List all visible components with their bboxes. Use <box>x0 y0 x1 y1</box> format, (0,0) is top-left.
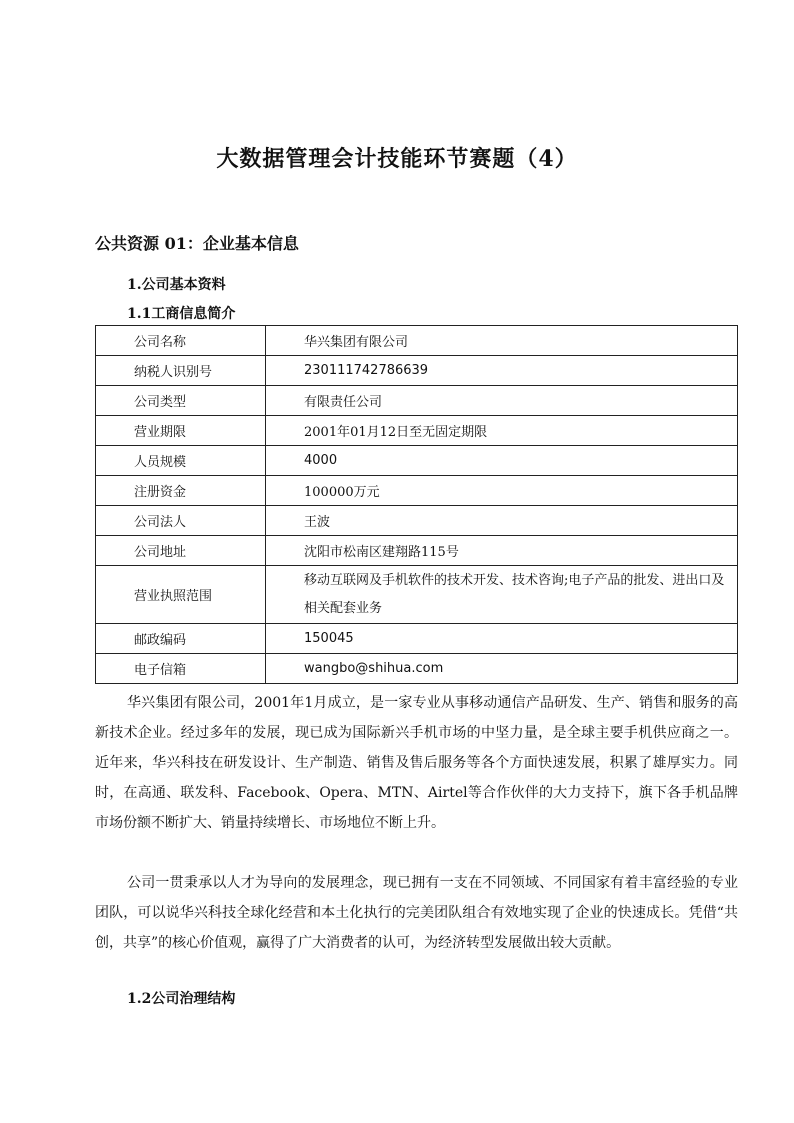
table-row <box>96 356 738 386</box>
row-label: 纳税人识别号 <box>96 356 266 386</box>
subheading-business-info: 1.1工商信息简介 <box>127 306 236 322</box>
row-label: 公司地址 <box>96 536 266 566</box>
business-scope-text: 移动互联网及手机软件的技术开发、技术咨询;电子产品的批发、进出口及相关配套业务 <box>304 572 725 616</box>
table-row <box>96 624 738 654</box>
company-intro-paragraph: 华兴集团有限公司，2001年1月成立，是一家专业从事移动通信产品研发、生产、销售和服务的高新技术企业。经过多年的发展，现已成为国际新兴手机市场的中坚力量，是全球主要手机供应商之一。近年来，华兴科技在研发设计、生产制造、销售及售后服务等各个方面快速发展，积累了雄厚实力。同时，在高通、联发科、Facebook、Opera、MTN、Airtel等合作伙伴的大力支持下，旗下各手机品牌市场份额不断扩大、销量持续增长、市场地位不断上升。 <box>95 695 738 831</box>
row-label: 营业期限 <box>96 416 266 446</box>
row-value: 华兴集团有限公司 <box>266 326 738 356</box>
row-value: 100000万元 <box>266 476 738 506</box>
row-value: 2001年01月12日至无固定期限 <box>266 416 738 446</box>
section-heading: 公共资源 01：企业基本信息 <box>95 234 299 253</box>
company-info-table <box>95 325 738 684</box>
row-label: 营业执照范围 <box>96 566 266 624</box>
row-label: 公司类型 <box>96 386 266 416</box>
row-label: 公司法人 <box>96 506 266 536</box>
table-row <box>96 566 738 624</box>
row-value: 王波 <box>266 506 738 536</box>
row-value: 沈阳市松南区建翔路115号 <box>266 536 738 566</box>
document-title: 大数据管理会计技能环节赛题（4） <box>216 146 578 172</box>
table-row <box>96 506 738 536</box>
row-value: 4000 <box>266 446 738 476</box>
table-row <box>96 446 738 476</box>
company-philosophy-paragraph: 公司一贯秉承以人才为导向的发展理念，现已拥有一支在不同领域、不同国家有着丰富经验的专业团队，可以说华兴科技全球化经营和本土化执行的完美团队组合有效地实现了企业的快速成长。凭借“共创，共享”的核心价值观，赢得了广大消费者的认可，为经济转型发展做出较大贡献。 <box>95 875 738 951</box>
row-label: 注册资金 <box>96 476 266 506</box>
table-row <box>96 386 738 416</box>
row-value: 230111742786639 <box>266 356 738 386</box>
row-value: wangbo@shihua.com <box>266 654 738 684</box>
subheading-company-info: 1.公司基本资料 <box>127 277 226 293</box>
table-row <box>96 476 738 506</box>
row-label: 电子信箱 <box>96 654 266 684</box>
row-label: 公司名称 <box>96 326 266 356</box>
row-value: 有限责任公司 <box>266 386 738 416</box>
row-label: 邮政编码 <box>96 624 266 654</box>
table-row <box>96 416 738 446</box>
table-row <box>96 536 738 566</box>
table-row <box>96 326 738 356</box>
row-label: 人员规模 <box>96 446 266 476</box>
table-row <box>96 654 738 684</box>
row-value: 150045 <box>266 624 738 654</box>
subheading-governance: 1.2公司治理结构 <box>127 991 236 1007</box>
row-value <box>266 566 738 624</box>
